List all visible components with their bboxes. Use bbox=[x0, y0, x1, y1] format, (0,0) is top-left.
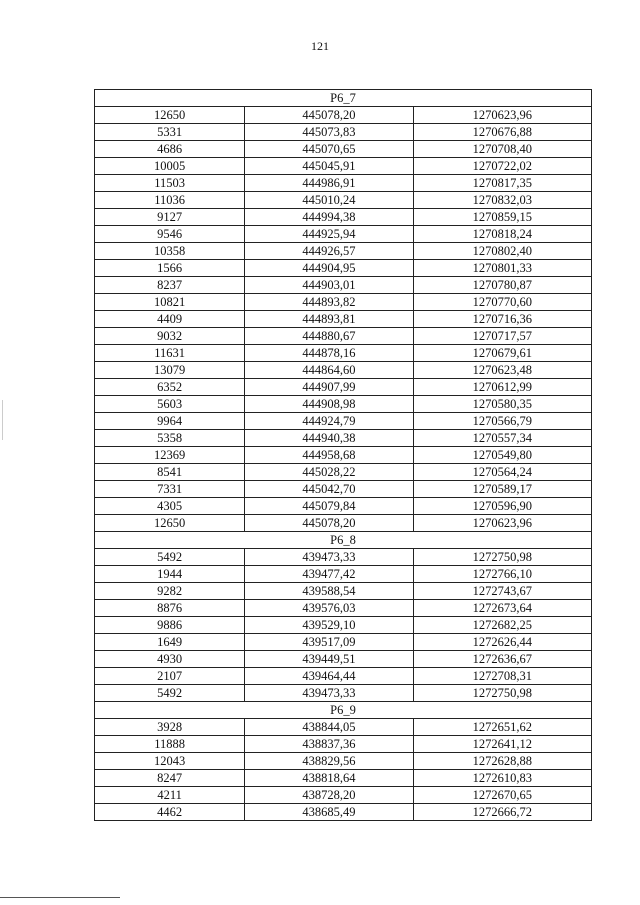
y-coordinate-cell: 1270676,88 bbox=[413, 124, 591, 141]
x-coordinate-cell: 444986,91 bbox=[245, 175, 413, 192]
point-id-cell: 8237 bbox=[95, 277, 245, 294]
point-id-cell: 12650 bbox=[95, 107, 245, 124]
table-row bbox=[95, 175, 592, 192]
point-id-cell: 10821 bbox=[95, 294, 245, 311]
point-id-cell: 9032 bbox=[95, 328, 245, 345]
coordinates-table bbox=[94, 89, 592, 821]
y-coordinate-cell: 1270817,35 bbox=[413, 175, 591, 192]
y-coordinate-cell: 1272628,88 bbox=[413, 753, 591, 770]
x-coordinate-cell: 444893,81 bbox=[245, 311, 413, 328]
y-coordinate-cell: 1272750,98 bbox=[413, 685, 591, 702]
point-id-cell: 9127 bbox=[95, 209, 245, 226]
point-id-cell: 10005 bbox=[95, 158, 245, 175]
x-coordinate-cell: 439477,42 bbox=[245, 566, 413, 583]
point-id-cell: 11888 bbox=[95, 736, 245, 753]
x-coordinate-cell: 438837,36 bbox=[245, 736, 413, 753]
x-coordinate-cell: 439529,10 bbox=[245, 617, 413, 634]
y-coordinate-cell: 1270612,99 bbox=[413, 379, 591, 396]
point-id-cell: 9546 bbox=[95, 226, 245, 243]
point-id-cell: 8876 bbox=[95, 600, 245, 617]
point-id-cell: 4409 bbox=[95, 311, 245, 328]
y-coordinate-cell: 1270801,33 bbox=[413, 260, 591, 277]
table-row bbox=[95, 396, 592, 413]
table-row bbox=[95, 464, 592, 481]
y-coordinate-cell: 1270623,48 bbox=[413, 362, 591, 379]
x-coordinate-cell: 445073,83 bbox=[245, 124, 413, 141]
table-row bbox=[95, 362, 592, 379]
table-row bbox=[95, 141, 592, 158]
table-row bbox=[95, 345, 592, 362]
x-coordinate-cell: 445045,91 bbox=[245, 158, 413, 175]
y-coordinate-cell: 1270623,96 bbox=[413, 107, 591, 124]
point-id-cell: 9964 bbox=[95, 413, 245, 430]
point-id-cell: 5331 bbox=[95, 124, 245, 141]
section-title: Р6_8 bbox=[95, 532, 592, 549]
table-row bbox=[95, 260, 592, 277]
x-coordinate-cell: 438728,20 bbox=[245, 787, 413, 804]
y-coordinate-cell: 1272708,31 bbox=[413, 668, 591, 685]
x-coordinate-cell: 444926,57 bbox=[245, 243, 413, 260]
y-coordinate-cell: 1272682,25 bbox=[413, 617, 591, 634]
x-coordinate-cell: 438685,49 bbox=[245, 804, 413, 821]
section-header-row bbox=[95, 532, 592, 549]
section-title: Р6_7 bbox=[95, 90, 592, 107]
x-coordinate-cell: 445042,70 bbox=[245, 481, 413, 498]
y-coordinate-cell: 1272636,67 bbox=[413, 651, 591, 668]
y-coordinate-cell: 1270716,36 bbox=[413, 311, 591, 328]
y-coordinate-cell: 1270623,96 bbox=[413, 515, 591, 532]
point-id-cell: 1944 bbox=[95, 566, 245, 583]
table-row bbox=[95, 719, 592, 736]
x-coordinate-cell: 439449,51 bbox=[245, 651, 413, 668]
x-coordinate-cell: 439588,54 bbox=[245, 583, 413, 600]
point-id-cell: 1649 bbox=[95, 634, 245, 651]
table-row bbox=[95, 107, 592, 124]
x-coordinate-cell: 444907,99 bbox=[245, 379, 413, 396]
x-coordinate-cell: 445079,84 bbox=[245, 498, 413, 515]
y-coordinate-cell: 1272750,98 bbox=[413, 549, 591, 566]
y-coordinate-cell: 1270818,24 bbox=[413, 226, 591, 243]
x-coordinate-cell: 445078,20 bbox=[245, 515, 413, 532]
point-id-cell: 4686 bbox=[95, 141, 245, 158]
x-coordinate-cell: 444925,94 bbox=[245, 226, 413, 243]
y-coordinate-cell: 1270708,40 bbox=[413, 141, 591, 158]
point-id-cell: 4930 bbox=[95, 651, 245, 668]
y-coordinate-cell: 1270580,35 bbox=[413, 396, 591, 413]
point-id-cell: 2107 bbox=[95, 668, 245, 685]
y-coordinate-cell: 1270549,80 bbox=[413, 447, 591, 464]
table-row bbox=[95, 634, 592, 651]
x-coordinate-cell: 444904,95 bbox=[245, 260, 413, 277]
table-row bbox=[95, 583, 592, 600]
point-id-cell: 11631 bbox=[95, 345, 245, 362]
point-id-cell: 1566 bbox=[95, 260, 245, 277]
table-row bbox=[95, 753, 592, 770]
table-row bbox=[95, 668, 592, 685]
x-coordinate-cell: 444908,98 bbox=[245, 396, 413, 413]
point-id-cell: 5603 bbox=[95, 396, 245, 413]
table-row bbox=[95, 651, 592, 668]
point-id-cell: 12043 bbox=[95, 753, 245, 770]
y-coordinate-cell: 1270717,57 bbox=[413, 328, 591, 345]
x-coordinate-cell: 439473,33 bbox=[245, 549, 413, 566]
y-coordinate-cell: 1272673,64 bbox=[413, 600, 591, 617]
table-row bbox=[95, 549, 592, 566]
point-id-cell: 11036 bbox=[95, 192, 245, 209]
y-coordinate-cell: 1270770,60 bbox=[413, 294, 591, 311]
table-row bbox=[95, 736, 592, 753]
coordinates-table-body bbox=[95, 90, 592, 821]
y-coordinate-cell: 1270564,24 bbox=[413, 464, 591, 481]
x-coordinate-cell: 444880,67 bbox=[245, 328, 413, 345]
y-coordinate-cell: 1270722,02 bbox=[413, 158, 591, 175]
point-id-cell: 5492 bbox=[95, 685, 245, 702]
table-row bbox=[95, 481, 592, 498]
point-id-cell: 7331 bbox=[95, 481, 245, 498]
y-coordinate-cell: 1272610,83 bbox=[413, 770, 591, 787]
y-coordinate-cell: 1270832,03 bbox=[413, 192, 591, 209]
y-coordinate-cell: 1270596,90 bbox=[413, 498, 591, 515]
point-id-cell: 12369 bbox=[95, 447, 245, 464]
y-coordinate-cell: 1270859,15 bbox=[413, 209, 591, 226]
table-row bbox=[95, 379, 592, 396]
x-coordinate-cell: 444924,79 bbox=[245, 413, 413, 430]
point-id-cell: 6352 bbox=[95, 379, 245, 396]
section-header-row bbox=[95, 702, 592, 719]
point-id-cell: 4305 bbox=[95, 498, 245, 515]
y-coordinate-cell: 1272743,67 bbox=[413, 583, 591, 600]
table-row bbox=[95, 447, 592, 464]
table-row bbox=[95, 226, 592, 243]
table-row bbox=[95, 685, 592, 702]
y-coordinate-cell: 1270566,79 bbox=[413, 413, 591, 430]
x-coordinate-cell: 438818,64 bbox=[245, 770, 413, 787]
table-row bbox=[95, 430, 592, 447]
table-row bbox=[95, 311, 592, 328]
x-coordinate-cell: 444878,16 bbox=[245, 345, 413, 362]
page-number: 121 bbox=[311, 39, 329, 53]
section-header-row bbox=[95, 90, 592, 107]
footer-rule bbox=[0, 897, 120, 898]
table-row bbox=[95, 515, 592, 532]
table-row bbox=[95, 566, 592, 583]
x-coordinate-cell: 445028,22 bbox=[245, 464, 413, 481]
x-coordinate-cell: 444893,82 bbox=[245, 294, 413, 311]
y-coordinate-cell: 1272670,65 bbox=[413, 787, 591, 804]
table-row bbox=[95, 617, 592, 634]
x-coordinate-cell: 444940,38 bbox=[245, 430, 413, 447]
table-row bbox=[95, 277, 592, 294]
point-id-cell: 12650 bbox=[95, 515, 245, 532]
y-coordinate-cell: 1272666,72 bbox=[413, 804, 591, 821]
table-row bbox=[95, 192, 592, 209]
x-coordinate-cell: 438829,56 bbox=[245, 753, 413, 770]
table-row bbox=[95, 770, 592, 787]
x-coordinate-cell: 439576,03 bbox=[245, 600, 413, 617]
table-row bbox=[95, 294, 592, 311]
y-coordinate-cell: 1272766,10 bbox=[413, 566, 591, 583]
table-row bbox=[95, 124, 592, 141]
y-coordinate-cell: 1270557,34 bbox=[413, 430, 591, 447]
x-coordinate-cell: 444958,68 bbox=[245, 447, 413, 464]
table-row bbox=[95, 413, 592, 430]
table-row bbox=[95, 804, 592, 821]
point-id-cell: 3928 bbox=[95, 719, 245, 736]
y-coordinate-cell: 1272641,12 bbox=[413, 736, 591, 753]
point-id-cell: 8247 bbox=[95, 770, 245, 787]
y-coordinate-cell: 1272626,44 bbox=[413, 634, 591, 651]
x-coordinate-cell: 444903,01 bbox=[245, 277, 413, 294]
point-id-cell: 5358 bbox=[95, 430, 245, 447]
x-coordinate-cell: 445010,24 bbox=[245, 192, 413, 209]
point-id-cell: 9886 bbox=[95, 617, 245, 634]
point-id-cell: 9282 bbox=[95, 583, 245, 600]
x-coordinate-cell: 444994,38 bbox=[245, 209, 413, 226]
x-coordinate-cell: 439517,09 bbox=[245, 634, 413, 651]
point-id-cell: 11503 bbox=[95, 175, 245, 192]
point-id-cell: 4211 bbox=[95, 787, 245, 804]
x-coordinate-cell: 445078,20 bbox=[245, 107, 413, 124]
x-coordinate-cell: 439473,33 bbox=[245, 685, 413, 702]
point-id-cell: 8541 bbox=[95, 464, 245, 481]
table-row bbox=[95, 158, 592, 175]
x-coordinate-cell: 445070,65 bbox=[245, 141, 413, 158]
table-row bbox=[95, 498, 592, 515]
y-coordinate-cell: 1270780,87 bbox=[413, 277, 591, 294]
x-coordinate-cell: 438844,05 bbox=[245, 719, 413, 736]
y-coordinate-cell: 1270802,40 bbox=[413, 243, 591, 260]
point-id-cell: 13079 bbox=[95, 362, 245, 379]
table-row bbox=[95, 787, 592, 804]
table-row bbox=[95, 243, 592, 260]
table-row bbox=[95, 209, 592, 226]
table-row bbox=[95, 328, 592, 345]
y-coordinate-cell: 1272651,62 bbox=[413, 719, 591, 736]
point-id-cell: 4462 bbox=[95, 804, 245, 821]
x-coordinate-cell: 444864,60 bbox=[245, 362, 413, 379]
y-coordinate-cell: 1270589,17 bbox=[413, 481, 591, 498]
point-id-cell: 5492 bbox=[95, 549, 245, 566]
table-row bbox=[95, 600, 592, 617]
section-title: Р6_9 bbox=[95, 702, 592, 719]
scan-edge-mark bbox=[2, 400, 3, 440]
x-coordinate-cell: 439464,44 bbox=[245, 668, 413, 685]
point-id-cell: 10358 bbox=[95, 243, 245, 260]
y-coordinate-cell: 1270679,61 bbox=[413, 345, 591, 362]
